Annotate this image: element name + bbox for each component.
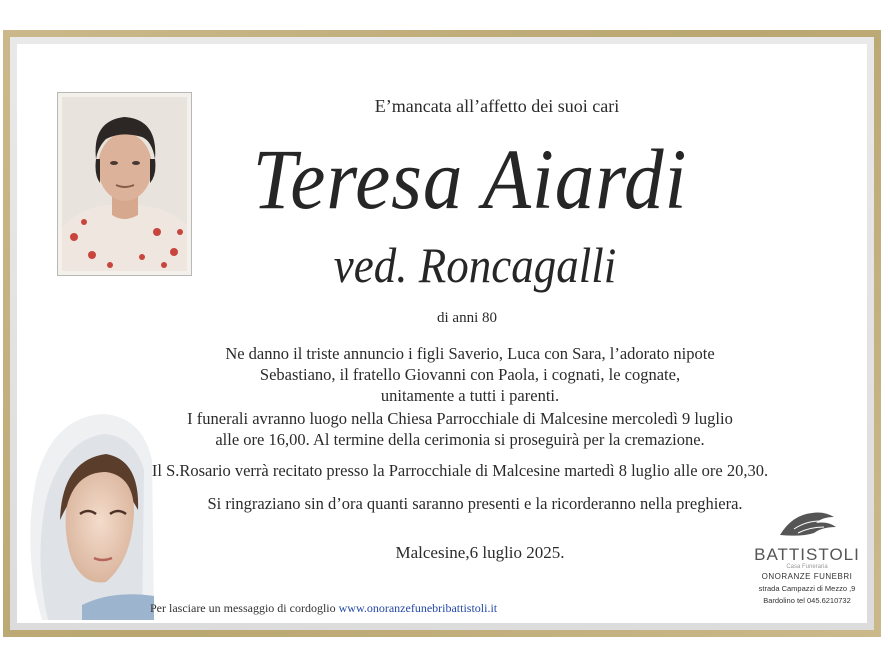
logo-phone: Bardolino tel 045.6210732 [763,596,851,605]
funeral-paragraph [140,408,780,450]
announcement-line: unitamente a tutti i parenti. [380,386,560,405]
announcement-line: Ne danno il triste annuncio i figli Saverio, Luca con Sara, l’adorato nipote [225,344,715,363]
footer-text: Per lasciare un messaggio di cordoglio [150,601,336,615]
bird-icon [772,505,842,543]
condolence-link[interactable]: www.onoranzefunebribattistoli.it [338,601,498,615]
place-date: Malcesine,6 luglio 2025. [395,543,565,562]
announcement-paragraph [170,343,770,406]
condolence-footer [150,601,497,616]
logo-brand: BATTISTOLI [754,545,860,564]
age-line: di anni 80 [437,310,497,326]
portrait-photo [57,92,192,276]
announcement-line: Sebastiano, il fratello Giovanni con Paola, i cognati, le cognate, [259,365,681,384]
funeral-line: alle ore 16,00. Al termine della cerimonia si proseguirà per la cremazione. [215,430,705,449]
madonna-image [22,410,154,620]
funeral-line: I funerali avranno luogo nella Chiesa Parrocchiale di Malcesine mercoledì 9 luglio [187,409,733,428]
logo-subtitle: ONORANZE FUNEBRI [761,572,853,581]
rosary-paragraph: Il S.Rosario verrà recitato presso la Parrocchiale di Malcesine martedì 8 luglio alle ore 20,30. [151,461,769,480]
logo-tagline: Casa Funeraria [786,564,828,570]
thanks-paragraph: Si ringraziano sin d’ora quanti saranno presenti e la ricorderanno nella preghiera. [207,494,743,513]
funeral-home-logo [752,505,862,605]
intro-line: E’mancata all’affetto dei suoi cari [374,96,620,116]
deceased-name: Teresa Aiardi [252,131,688,227]
widow-of-line: ved. Roncagalli [333,237,617,293]
logo-address: strada Campazzi di Mezzo ,9 [758,584,856,593]
